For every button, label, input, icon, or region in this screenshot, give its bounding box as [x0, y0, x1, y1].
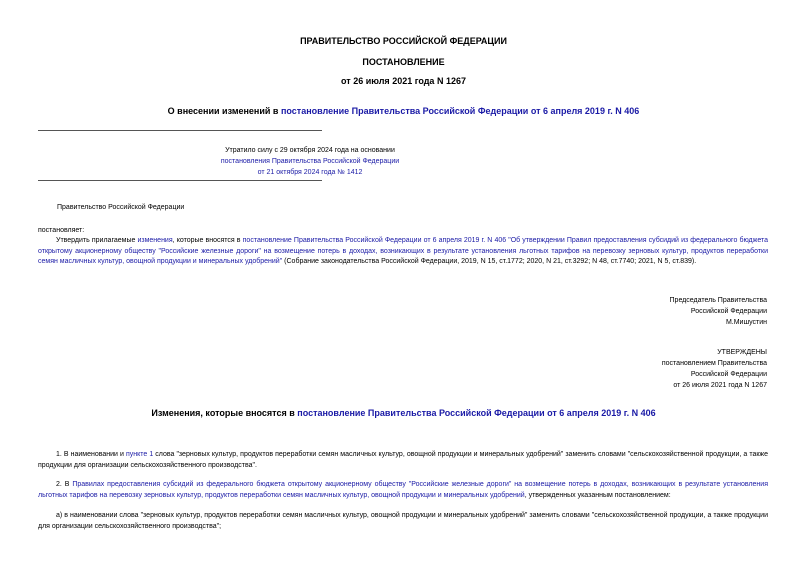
note-link-2[interactable]: от 21 октября 2024 года № 1412	[257, 169, 363, 176]
p1-text-c: (Собрание законодательства Российской Федерации, 2019, N 15, ст.1772; 2020, N 21, ст.3292; N 48, ст.7740; 2021, N 5, ст.839).	[282, 258, 697, 265]
p1-link-changes[interactable]: изменения	[137, 237, 173, 244]
signature-line-3: М.Мишустин	[725, 319, 767, 326]
approved-line-1: УТВЕРЖДЕНЫ	[717, 349, 767, 356]
item-1-text-a: 1. В наименовании и	[56, 451, 126, 458]
p1-link-decree[interactable]: постановление Правительства Российской Федерации от 6 апреля 2019 г. N 406 "Об утверждении Правил предоставления субсидий из федерального бюджета открытому акционерному обществу "Российские железные дороги" на возмещение потерь в доходах, возникающих в результате установления льготных тарифов на перевозку зерновых культур, продуктов переработки семян масличных культур, овощной продукции и минеральных удобрений"	[38, 237, 769, 265]
doc-date: от 26 июля 2021 года N 1267	[341, 76, 466, 86]
signature-line-1: Председатель Правительства	[669, 297, 767, 304]
changes-title-link[interactable]: постановление Правительства Российской Федерации от 6 апреля 2019 г. N 406	[297, 408, 656, 418]
signature-line-2: Российской Федерации	[690, 308, 767, 315]
approved-line-2: постановлением Правительства	[661, 360, 767, 367]
doc-type: ПОСТАНОВЛЕНИЕ	[362, 57, 445, 67]
changes-title	[0, 408, 807, 418]
item-1-text-b: слова "зерновых культур, продуктов переработки семян масличных культур, овощной продукции и минеральных удобрений" заменить словами "сельскохозяйственной продукции, а также продукции для организации сельскохозяйственного производства".	[38, 451, 768, 469]
repeal-note	[100, 145, 520, 178]
p1-text-b: , которые вносятся в	[172, 237, 243, 244]
approved-line-4: от 26 июля 2021 года N 1267	[673, 382, 767, 389]
paragraph-1	[38, 236, 768, 268]
item-2-text-b: , утвержденных указанным постановлением:	[524, 491, 671, 499]
gov-line: Правительство Российской Федерации	[57, 204, 185, 211]
title-link[interactable]: постановление Правительства Российской Федерации от 6 апреля 2019 г. N 406	[280, 106, 640, 116]
item-2-text-a: 2. В	[56, 481, 73, 488]
note-link-1[interactable]: постановления Правительства Российской Федерации	[220, 158, 400, 165]
signature-block	[670, 295, 767, 328]
decrees-line: постановляет:	[38, 227, 85, 234]
item-2	[38, 480, 768, 501]
p1-text-a: Утвердить прилагаемые	[56, 237, 138, 244]
doc-title	[0, 106, 807, 116]
note-line-1: Утратило силу с 29 октября 2024 года на основании	[225, 147, 395, 154]
item-3: а) в наименовании слова "зерновых культур, продуктов переработки семян масличных культур, овощной продукции и минеральных удобрений" заменить словами "сельскохозяйственной продукции, а также продукции для организации сельскохозяйственного производства";	[38, 512, 768, 530]
divider-top	[38, 130, 322, 131]
divider-bottom	[38, 180, 322, 181]
item-1	[38, 450, 768, 471]
approved-block	[662, 347, 767, 391]
approved-line-3: Российской Федерации	[690, 371, 767, 378]
changes-title-prefix: Изменения, которые вносятся в	[151, 408, 298, 418]
item-1-link[interactable]: пункте 1	[125, 451, 154, 458]
gov-header: ПРАВИТЕЛЬСТВО РОССИЙСКОЙ ФЕДЕРАЦИИ	[300, 36, 507, 46]
title-prefix: О внесении изменений в	[167, 106, 281, 116]
item-2-link[interactable]: Правилах предоставления субсидий из федерального бюджета открытому акционерному обществу "Российские железные дороги" на возмещение потерь в доходах, возникающих в результате установления льготных тарифов на перевозку зерновых культур, продуктов переработки семян масличных культур, овощной продукции и минеральных удобрений	[38, 481, 768, 499]
